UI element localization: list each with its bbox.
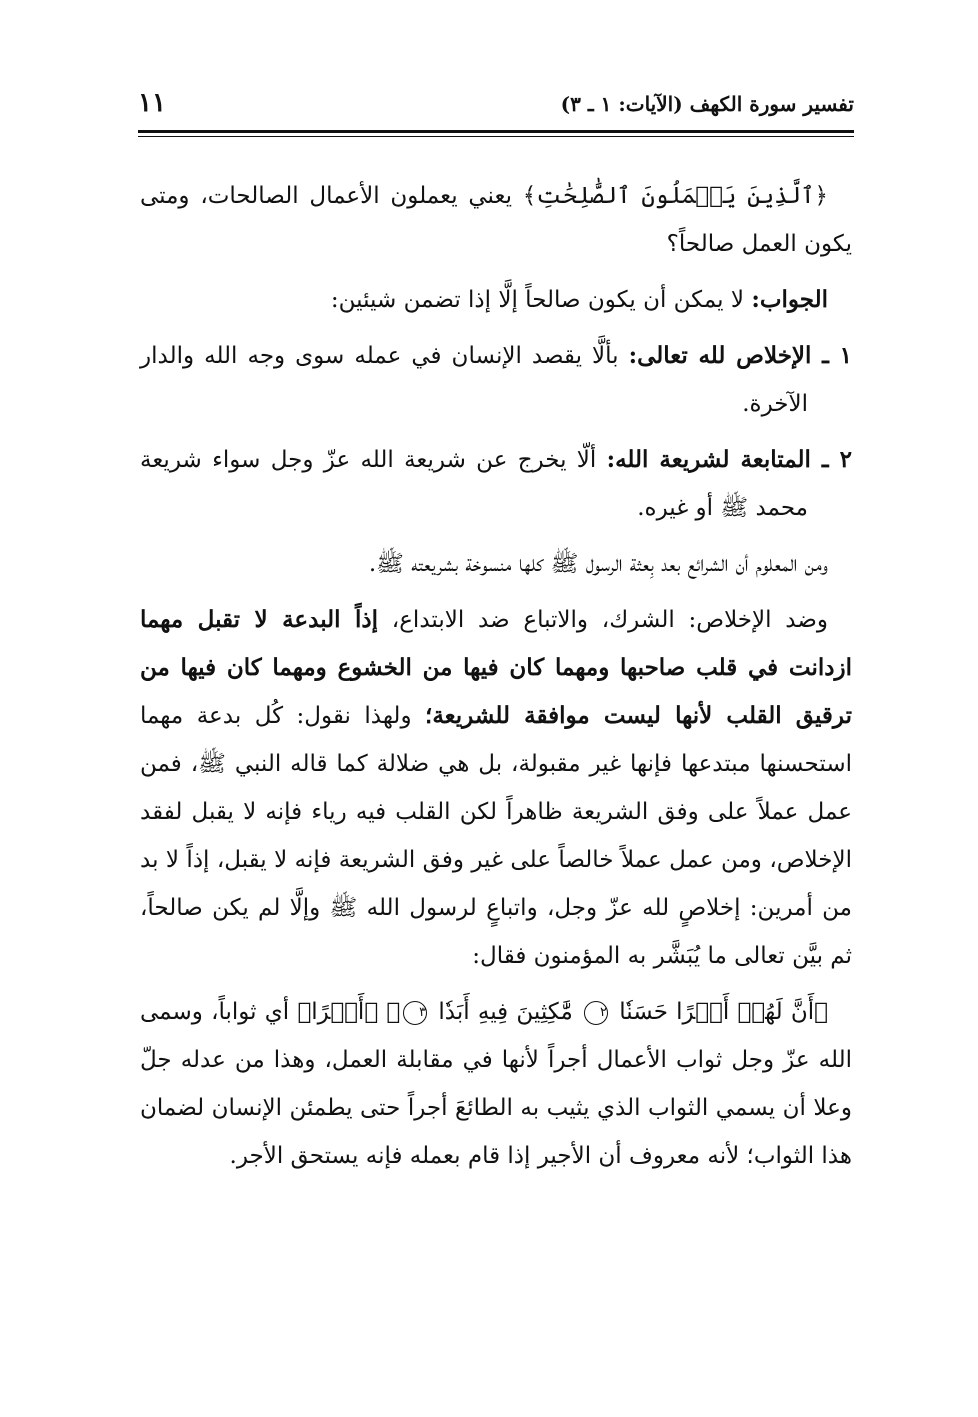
paragraph-1 <box>140 172 852 268</box>
answer-text: لا يمكن أن يكون صالحاً إلَّا إذا تضمن شيئين: <box>330 287 752 313</box>
running-title: تفسير سورة الكهف (الآيات: ١ ـ ٣) <box>560 92 854 116</box>
quran-quote-part-2: مَّٰكِثِينَ فِيهِ أَبَدٗا <box>438 999 573 1025</box>
ayah-number-marker: ٢ <box>584 1001 608 1025</box>
paragraph-3: ومن المعلوم أن الشرائع بعد بِعثة الرسول ﷺ كلها منسوخة بشريعته ﷺ. <box>368 551 828 577</box>
page-number: ١١ <box>138 88 166 118</box>
quran-quote-word: ﴿أَجۡرًا﴾ <box>297 999 379 1025</box>
paragraph-1-text: يعني يعملون الأعمال الصالحات، ومتى يكون العمل صالحاً؟ <box>140 183 852 257</box>
list-item-1 <box>140 332 852 428</box>
header-rule-thick <box>138 130 854 133</box>
list-item-2 <box>140 436 852 532</box>
paragraph-4 <box>140 596 852 980</box>
paragraph-4-bold: إذاً البدعة لا تقبل مهما ازدانت في قلب صاحبها ومهما كان فيها من الخشوع ومهما كان فيها من ترقيق القلب لأنها ليست موافقة للشريعة؛ <box>140 606 852 729</box>
list-item-2-label: المتابعة لشريعة الله: <box>606 446 811 473</box>
paragraph-4-rest: ولهذا نقول: كُل بدعة مهما استحسنها مبتدعها فإنها غير مقبولة، بل هي ضلالة كما قاله النبي ﷺ، فمن عمل عملاً على وفق الشريعة ظاهراً لكن القلب فيه رياء فإنه لا يقبل لفقد الإخلاص، ومن عمل عملاً خالصاً على غير وفق الشريعة فإنه لا يقبل، إذاً لا بد من أمرين: إخلاصٍ لله عزّ وجل، واتباعٍ لرسول الله ﷺ وإلَّا لم يكن صالحاً، ثم بيَّن تعالى ما يُبَشَّر به المؤمنون فقال: <box>140 703 852 969</box>
answer-label: الجواب: <box>751 286 828 313</box>
paragraph-5 <box>140 988 852 1180</box>
body-text <box>140 172 852 1188</box>
header-rule-thin <box>138 136 854 137</box>
paragraph-5-text: أي ثواباً، وسمى الله عزّ وجل ثواب الأعمال أجراً لأنها في مقابلة العمل، وهذا من عدله جلّ وعلا أن يسمي الثواب الذي يثيب به الطائعَ أجراً حتى يطمئن الإنسان لضمان هذا الثواب؛ لأنه معروف أن الأجير إذا قام بعمله فإنه يستحق الأجر. <box>140 999 852 1169</box>
list-item-2-text: ألّا يخرج عن شريعة الله عزّ وجل سواء شريعة محمد ﷺ أو غيره. <box>140 447 808 521</box>
quran-quote-part-1: ﴿أَنَّ لَهُمۡ أَجۡرًا حَسَنٗا <box>619 999 828 1025</box>
list-item-1-number: ١ ـ <box>811 342 852 369</box>
quran-quote-close: ﴾ <box>378 999 401 1025</box>
paragraph-4-intro: وضد الإخلاص: الشرك، والاتباع ضد الابتداع، <box>378 607 828 633</box>
paragraph-2 <box>140 276 852 324</box>
list-item-1-text: بألَّا يقصد الإنسان في عمله سوى وجه الله والدار الآخرة. <box>140 343 808 417</box>
list-item-2-number: ٢ ـ <box>810 446 852 473</box>
list-item-1-label: الإخلاص لله تعالى: <box>628 342 812 369</box>
quran-quote: ﴿ٱلَّذِينَ يَعۡمَلُونَ ٱلصَّٰلِحَٰتِ﴾ <box>522 183 829 209</box>
ayah-number-marker: ٣ <box>403 1001 427 1025</box>
page-header <box>138 88 854 128</box>
